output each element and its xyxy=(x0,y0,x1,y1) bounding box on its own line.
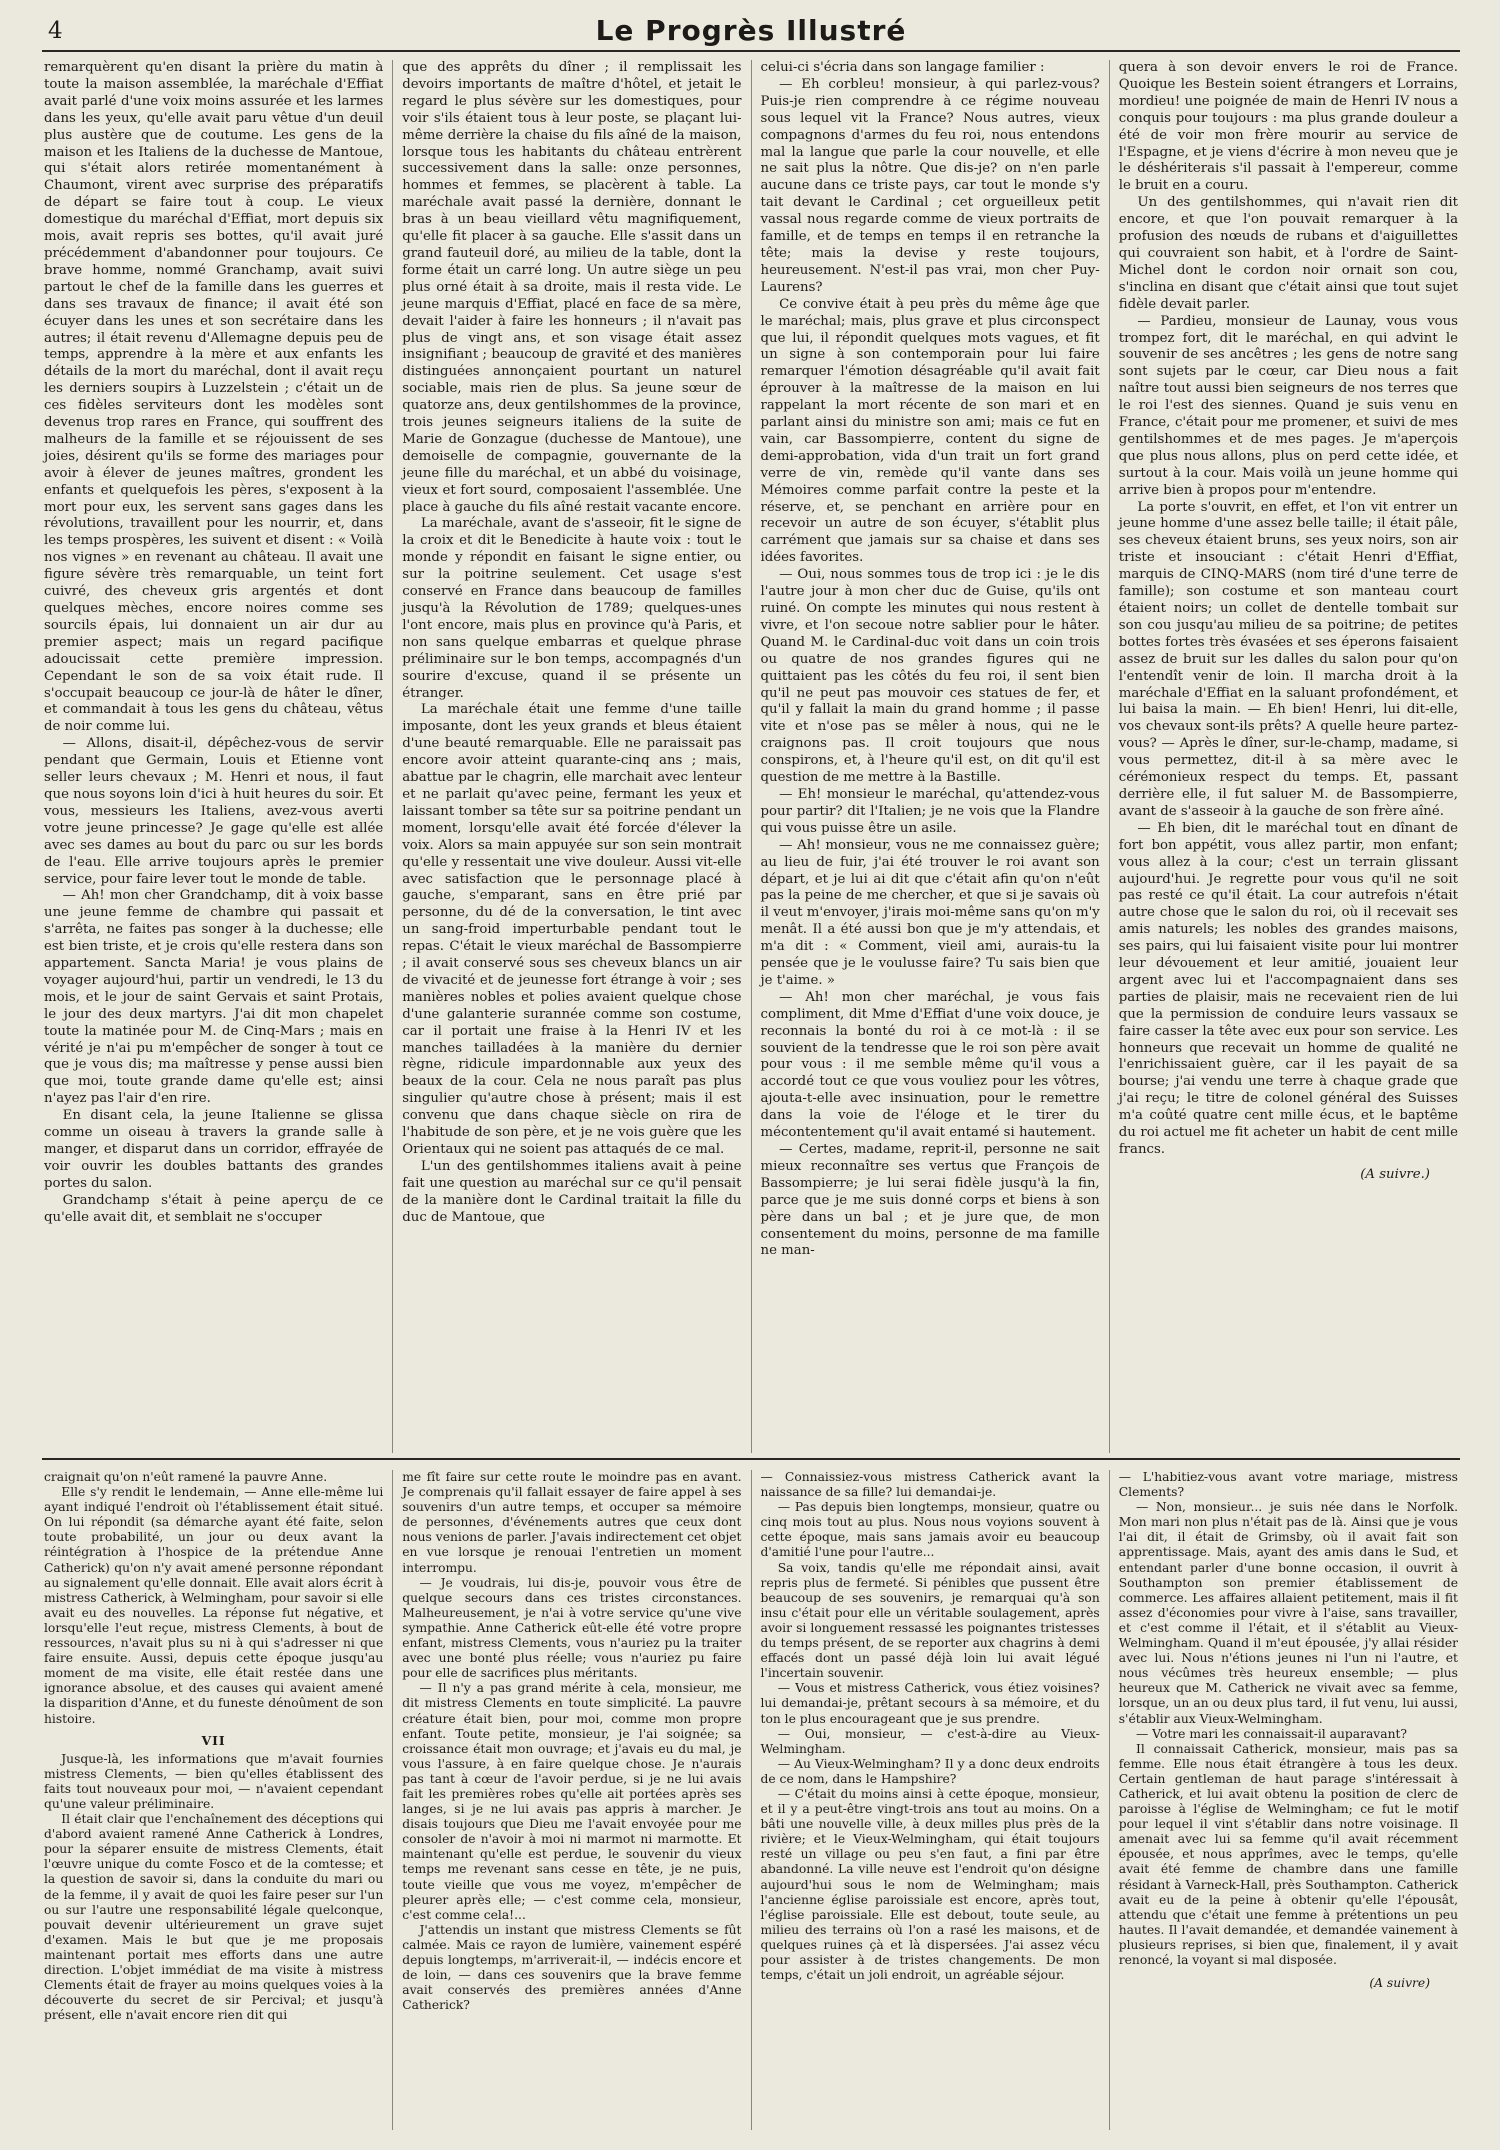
page-number: 4 xyxy=(48,18,63,44)
page-header xyxy=(42,6,1460,52)
paragraph: — Allons, disait-il, dépêchez-vous de servir pendant que Germain, Louis et Etienne vont seller leurs chevaux ; M. Henri et nous, il faut que nous soyons loin d'ici à huit heures du soir. Et vous, messieurs les Italiens, avez-vous averti votre jeune princesse? Je gage qu'elle est allée avec ses dames au bout du parc ou sur les bords de l'eau. Elle arrive toujours après le premier service, pour faire lever tout le monde de table. xyxy=(44,736,384,887)
serial-story-bottom xyxy=(42,1470,1460,2130)
text-column xyxy=(392,60,750,1453)
text-column xyxy=(1109,1470,1460,2130)
paragraph: — Pas depuis bien longtemps, monsieur, quatre ou cinq mois tout au plus. Nous nous voyions souvent à cette époque, mais sans jamais avoir eu beaucoup d'amitié l'une pour l'autre... xyxy=(760,1500,1100,1560)
to-be-continued-note: (A suivre) xyxy=(1369,1976,1430,1991)
paragraph: Jusque-là, les informations que m'avait fournies mistress Clements, — bien qu'elles établissent des faits tout nouveaux pour moi, — n'avaient cependant qu'une valeur préliminaire. xyxy=(44,1751,384,1811)
paragraph: — Je voudrais, lui dis-je, pouvoir vous être de quelque secours dans ces tristes circonstances. Malheureusement, je n'ai à votre service qu'une vive sympathie. Anne Catherick eût-elle été votre propre enfant, mistress Clements, vous n'auriez pu la traiter avec une bonté plus réelle; vous n'auriez pu faire pour elle de sacrifices plus méritants. xyxy=(402,1575,742,1681)
paragraph: quera à son devoir envers le roi de France. Quoique les Bestein soient étrangers et Lorrains, mordieu! une poignée de main de Henri IV nous a conquis pour toujours : ma plus grande douleur a été de voir mon frère mourir au service de l'Espagne, et je viens d'écrire à mon neveu que je le déshériterais s'il passait à l'empereur, comme le bruit en a couru. xyxy=(1118,60,1458,194)
text-column xyxy=(42,1470,392,2130)
paragraph: — Il n'y a pas grand mérite à cela, monsieur, me dit mistress Clements en toute simplicité. La pauvre créature était bien, pour moi, comme mon propre enfant. Toute petite, monsieur, je l'ai soignée; sa croissance était mon ouvrage; et j'avais eu du mal, je vous l'assure, à en faire quelque chose. Je n'aurais pas tant à cœur de l'avoir perdue, si je ne lui avais fait les premières robes qu'elle ait portées après ses langes, si je ne lui avais pas appris à marcher. Je disais toujours que Dieu me l'avait envoyée pour me consoler de n'avoir à moi ni marmot ni marmotte. Et maintenant qu'elle est perdue, le souvenir du vieux temps me revenant sans cesse en tête, je ne puis, toute vieille que vous me voyez, m'empêcher de pleurer après elle; — c'est comme cela, monsieur, c'est comme cela!... xyxy=(402,1681,742,1922)
paragraph: — Certes, madame, reprit-il, personne ne sait mieux reconnaître ses vertus que François de Bassompierre; je lui serai fidèle jusqu'à la fin, parce que je me suis donné corps et biens à son père dans un bal ; et je jure que, de mon consentement du moins, personne de ma famille ne man- xyxy=(760,1142,1100,1259)
paragraph: La maréchale était une femme d'une taille imposante, dont les yeux grands et bleus étaient d'une beauté remarquable. Elle ne paraissait pas encore avoir atteint quarante-cinq ans ; mais, abattue par le chagrin, elle marchait avec lenteur et ne parlait qu'avec peine, fermant les yeux et laissant tomber sa tête sur sa poitrine pendant un moment, lorsqu'elle avait été forcée d'élever la voix. Alors sa main appuyée sur son sein montrait qu'elle y ressentait une vive douleur. Aussi vit-elle avec satisfaction que le personnage placé à gauche, s'emparant, sans en être prié par personne, du dé de la conversation, le tint avec un sang-froid imperturbable pendant tout le repas. C'était le vieux maréchal de Bassompierre ; il avait conservé sous ses cheveux blancs un air de vivacité et de jeunesse fort étrange à voir ; ses manières nobles et polies avaient quelque chose d'une galanterie surannée comme son costume, car il portait une fraise à la Henri IV et les manches tailladées à la manière du dernier règne, ridicule impardonnable aux yeux des beaux de la cour. Cela ne nous paraît pas plus singulier qu'autre chose à présent; mais il est convenu que dans chaque siècle on rira de l'habitude de son père, et je ne vois guère que les Orientaux qui ne soient pas attaqués de ce mal. xyxy=(402,702,742,1157)
text-column xyxy=(1109,60,1460,1453)
paragraph: remarquèrent qu'en disant la prière du matin à toute la maison assemblée, la maréchale d'Effiat avait parlé d'une voix moins assurée et les larmes dans les yeux, qu'elle avait paru vêtue d'un deuil plus austère que de coutume. Les gens de la maison et les Italiens de la duchesse de Mantoue, qui s'était alors retirée momentanément à Chaumont, virent avec surprise des préparatifs de départ se faire tout à coup. Le vieux domestique du maréchal d'Effiat, mort depuis six mois, avait repris ses bottes, qu'il avait juré précédemment d'abandonner pour toujours. Ce brave homme, nommé Granchamp, avait suivi partout le chef de la famille dans les guerres et dans ses travaux de finance; il avait été son écuyer dans les unes et son secrétaire dans les autres; il était revenu d'Allemagne depuis peu de temps, apprendre à la mère et aux enfants les détails de la mort du maréchal, dont il avait reçu les derniers soupirs à Luzzelstein ; c'était un de ces fidèles serviteurs dont les modèles sont devenus trop rares en France, qui souffrent des malheurs de la famille et se réjouissent de ses joies, désirent qu'ils se forme des mariages pour avoir à élever de jeunes maîtres, grondent les enfants et quelquefois les pères, s'exposent à la mort pour eux, les servent sans gages dans les révolutions, travaillent pour les nourrir, et, dans les temps prospères, les suivent et disent : « Voilà nos vignes » en revenant au château. Il avait une figure sévère très remarquable, un teint fort cuivré, des cheveux gris argentés et dont quelques mèches, encore noires comme ses sourcils épais, lui donnaient un air dur au premier aspect; mais un regard pacifique adoucissait cette première impression. Cependant le son de sa voix était rude. Il s'occupait beaucoup ce jour-là de hâter le dîner, et commandait à tous les gens du château, vêtus de noir comme lui. xyxy=(44,60,384,735)
paragraph: — Pardieu, monsieur de Launay, vous vous trompez fort, dit le maréchal, en qui advint le souvenir de ses ancêtres ; les gens de notre sang sont sujets par le cœur, car Dieu nous a fait naître tout aussi bien seigneurs de nos terres que le roi l'est des siennes. Quand je suis venu en France, c'était pour me promener, et suivi de mes gentilshommes et de mes pages. Je m'aperçois que plus nous allons, plus on perd cette idée, et surtout à la cour. Mais voilà un jeune homme qui arrive bien à propos pour m'entendre. xyxy=(1118,313,1458,498)
paragraph: — Vous et mistress Catherick, vous étiez voisines? lui demandai-je, prêtant secours à sa mémoire, et du ton le plus encourageant que je sus prendre. xyxy=(760,1681,1100,1726)
paragraph: — Au Vieux-Welmingham? Il y a donc deux endroits de ce nom, dans le Hampshire? xyxy=(760,1756,1100,1786)
text-column xyxy=(392,1470,750,2130)
paragraph: — Connaissiez-vous mistress Catherick avant la naissance de sa fille? lui demandai-je. xyxy=(760,1470,1100,1500)
paragraph: craignait qu'on n'eût ramené la pauvre Anne. xyxy=(44,1470,328,1484)
section-divider xyxy=(42,1458,1460,1460)
paragraph: L'un des gentilshommes italiens avait à peine fait une question au maréchal sur ce qu'il pensait de la manière dont le Cardinal traitait la fille du duc de Mantoue, que xyxy=(402,1158,742,1225)
paragraph: — L'habitiez-vous avant votre mariage, mistress Clements? xyxy=(1118,1470,1458,1500)
paragraph: Elle s'y rendit le lendemain, — Anne elle-même lui ayant indiqué l'endroit où l'établissement était situé. On lui répondit (sa démarche ayant été faite, selon toute probabilité, un jour ou deux avant la réintégration à l'hospice de la prétendue Anne Catherick) qu'on n'y avait amené personne répondant au signalement qu'elle donnait. Elle avait alors écrit à mistress Catherick, à Welmingham, pour savoir si elle avait eu des nouvelles. La réponse fut négative, et lorsqu'elle l'eut reçue, mistress Clements, à bout de ressources, n'avait plus su ni à qui s'adresser ni que faire ensuite. Aussi, depuis cette époque jusqu'au moment de ma visite, elle était restée dans une ignorance absolue, et des causes qui avaient amené la disparition d'Anne, et du funeste dénoûment de son histoire. xyxy=(44,1485,384,1726)
paragraph: — Eh bien, dit le maréchal tout en dînant de fort bon appétit, vous allez partir, mon enfant; vous allez à la cour; c'est un terrain glissant aujourd'hui. Je regrette pour vous qu'il ne soit pas resté ce qu'il était. La cour autrefois n'était autre chose que le salon du roi, où il recevait ses amis naturels; les nobles des grandes maisons, ses pairs, qui lui faisaient visite pour lui montrer leur dévouement et leur amitié, jouaient leur argent avec lui et l'accompagnaient dans ses parties de plaisir, mais ne recevaient rien de lui que la permission de conduire leurs vassaux se faire casser la tête avec eux pour son service. Les honneurs que recevait un homme de qualité ne l'enrichissaient guère, car il les payait de sa bourse; j'ai vendu une terre à chaque grade que j'ai reçu; le titre de colonel général des Suisses m'a coûté quatre cent mille écus, et le baptême du roi actuel me fit acheter un habit de cent mille francs. xyxy=(1118,820,1458,1157)
paragraph: — Votre mari les connaissait-il auparavant? xyxy=(1135,1726,1408,1741)
paragraph: Il était clair que l'enchaînement des déceptions qui d'abord avaient ramené Anne Catherick à Londres, pour la séparer ensuite de mistress Clements, était l'œuvre unique du comte Fosco et de la comtesse; et la question de savoir si, dans la conduite du mari ou de la femme, il y avait de quoi les faire peser sur l'un ou sur l'autre une responsabilité légale quelconque, pouvait devenir ultérieurement un grave sujet d'examen. Mais le but que je me proposais maintenant portait mes efforts dans une autre direction. L'objet immédiat de ma visite à mistress Clements était de frayer au moins quelques voies à la découverte du secret de sir Percival; et jusqu'à présent, elle n'avait encore rien dit qui xyxy=(44,1812,384,2023)
paragraph: Un des gentilshommes, qui n'avait rien dit encore, et que l'on pouvait remarquer à la profusion des nœuds de rubans et d'aiguillettes qui couvraient son habit, et à l'ordre de Saint-Michel dont le cordon noir ornait son cou, s'inclina en disant que c'était ainsi que tout sujet fidèle devait parler. xyxy=(1118,195,1458,312)
to-be-continued-note: (A suivre.) xyxy=(1360,1166,1430,1182)
text-column xyxy=(751,60,1109,1453)
paragraph: J'attendis un instant que mistress Clements se fût calmée. Mais ce rayon de lumière, vainement espéré depuis longtemps, m'arriverait-il, — indécis encore et de loin, — dans ces souvenirs que la brave femme avait conservés des premières années d'Anne Catherick? xyxy=(402,1922,742,2013)
paragraph: — Oui, nous sommes tous de trop ici : je le dis l'autre jour à mon cher duc de Guise, qu'ils ont ruiné. On compte les minutes qui nous restent à vivre, et l'on secoue notre sablier pour le hâter. Quand M. le Cardinal-duc voit dans un coin trois ou quatre de nos grandes figures qui ne quittaient pas les côtés du feu roi, il sent bien qu'il ne peut pas mouvoir ces statues de fer, et qu'il y fallait la main du grand homme ; il passe vite et n'ose pas se mêler à nous, qui ne le craignons pas. Il croit toujours que nous conspirons, et, à l'heure qu'il est, on dit qu'il est question de me mettre à la Bastille. xyxy=(760,567,1100,786)
paragraph: Grandchamp s'était à peine aperçu de ce qu'elle avait dit, et semblait ne s'occuper xyxy=(44,1192,384,1225)
paragraph: — Eh corbleu! monsieur, à qui parlez-vous? Puis-je rien comprendre à ce régime nouveau sous lequel vit la France? Nous autres, vieux compagnons d'armes du feu roi, nous entendons mal la langue que parle la cour nouvelle, et elle ne sait plus la nôtre. Que dis-je? on n'en parle aucune dans ce triste pays, car tout le monde s'y tait devant le Cardinal ; cet orgueilleux petit vassal nous regarde comme de vieux portraits de famille, et de temps en temps il en retranche la tête; mais la devise y reste toujours, heureusement. N'est-il pas vrai, mon cher Puy-Laurens? xyxy=(760,76,1100,295)
paragraph: La porte s'ouvrit, en effet, et l'on vit entrer un jeune homme d'une assez belle taille; il était pâle, ses cheveux étaient bruns, ses yeux noirs, son air triste et insouciant : c'était Henri d'Effiat, marquis de CINQ-MARS (nom tiré d'une terre de famille); son costume et son manteau court étaient noirs; un collet de dentelle tombait sur son cou jusqu'au milieu de sa poitrine; de petites bottes fortes très évasées et ses éperons faisaient assez de bruit sur les dalles du salon pour qu'on l'entendît venir de loin. Il marcha droit à la maréchale d'Effiat en la saluant profondément, et lui baisa la main. — Eh bien! Henri, lui dit-elle, vos chevaux sont-ils prêts? A quelle heure partez-vous? — Après le dîner, sur-le-champ, madame, si vous permettez, dit-il à sa mère avec le cérémonieux respect du temps. Et, passant derrière elle, il fut saluer M. de Bassompierre, avant de s'asseoir à la gauche de son frère aîné. xyxy=(1118,499,1458,819)
paragraph: — C'était du moins ainsi à cette époque, monsieur, et il y a peut-être vingt-trois ans tout au moins. On a bâti une nouvelle ville, à deux milles plus près de la rivière; et le Vieux-Welmingham, qui était toujours resté un village ou peu s'en faut, a fini par être abandonné. La ville neuve est l'endroit qu'on désigne aujourd'hui sous le nom de Welmingham; mais l'ancienne église paroissiale est encore, après tout, l'église paroissiale. Elle est debout, toute seule, au milieu des terrains où l'on a rasé les maisons, et de quelques ruines çà et là dispersées. J'ai assez vécu pour assister à de tristes changements. De mon temps, c'était un joli endroit, un agréable séjour. xyxy=(760,1786,1100,1983)
serial-story-top xyxy=(42,60,1460,1453)
paragraph: — Non, monsieur... je suis née dans le Norfolk. Mon mari non plus n'était pas de là. Ainsi que je vous l'ai dit, il était de Grimsby, où il avait fait son apprentissage. Mais, ayant des amis dans le Sud, et entendant parler d'une bonne occasion, il ouvrit à Southampton son premier établissement de commerce. Les affaires allaient petitement, mais il fit assez d'économies pour vivre à l'aise, sans travailler, et c'est comme il l'était, et il s'établit au Vieux-Welmingham. Quand il m'eut épousée, j'y allai résider avec lui. Nous n'étions jeunes ni l'un ni l'autre, et nous vécûmes très heureux ensemble; — plus heureux que M. Catherick ne vivait avec sa femme, lorsque, un an ou deux plus tard, il fut venu, lui aussi, s'établir aux Vieux-Welmingham. xyxy=(1118,1500,1458,1726)
paragraph: En disant cela, la jeune Italienne se glissa comme un oiseau à travers la grande salle à manger, et disparut dans un corridor, effrayée de voir ouvrir les doubles battants des grandes portes du salon. xyxy=(44,1108,384,1191)
paragraph: que des apprêts du dîner ; il remplissait les devoirs importants de maître d'hôtel, et jetait le regard le plus sévère sur les domestiques, pour voir s'ils étaient tous à leur poste, se plaçant lui-même derrière la chaise du fils aîné de la maison, lorsque tous les habitants du château entrèrent successivement dans la salle: onze personnes, hommes et femmes, se placèrent à table. La maréchale avait passé la dernière, donnant le bras à un beau vieillard vêtu magnifiquement, qu'elle fit placer à sa gauche. Elle s'assit dans un grand fauteuil doré, au milieu de la table, dont la forme était un carré long. Un autre siège un peu plus orné était à sa droite, mais il resta vide. Le jeune marquis d'Effiat, placé en face de sa mère, devait l'aider à faire les honneurs ; il n'avait pas plus de vingt ans, et son visage était assez insignifiant ; beaucoup de gravité et des manières distinguées annonçaient pourtant un naturel sociable, mais rien de plus. Sa jeune sœur de quatorze ans, deux gentilshommes de la province, trois jeunes seigneurs italiens de la suite de Marie de Gonzague (duchesse de Mantoue), une demoiselle de compagnie, gouvernante de la jeune fille du maréchal, et un abbé du voisinage, vieux et fort sourd, composaient l'assemblée. Une place à gauche du fils aîné restait vacante encore. xyxy=(402,60,742,515)
paragraph: Il connaissait Catherick, monsieur, mais pas sa femme. Elle nous était étrangère à tous les deux. Certain gentleman de haut parage s'intéressait à Catherick, et lui avait obtenu la position de clerc de paroisse à l'église de Welmingham; ce fut le motif pour lequel il vint s'établir dans notre voisinage. Il amenait avec lui sa femme qu'il avait récemment épousée, et nous apprîmes, avec le temps, qu'elle avait été femme de chambre dans une famille résidant à Varneck-Hall, près Southampton. Catherick avait eu de la peine à obtenir qu'elle l'épousât, attendu que c'était une femme à prétentions un peu hautes. Il l'avait demandée, et demandée vainement à plusieurs reprises, si bien que, finalement, il y avait renoncé, la voyant si mal disposée. xyxy=(1118,1741,1458,1967)
paragraph: me fît faire sur cette route le moindre pas en avant. Je comprenais qu'il fallait essayer de faire appel à ses souvenirs d'un autre temps, et occuper sa mémoire de personnes, d'événements autres que ceux dont nous venions de parler. J'avais indirectement cet objet en vue lorsque je renouai l'entretien un moment interrompu. xyxy=(402,1470,742,1575)
paragraph: — Eh! monsieur le maréchal, qu'attendez-vous pour partir? dit l'Italien; je ne vois que la Flandre qui vous puisse être un asile. xyxy=(760,786,1100,836)
text-column xyxy=(42,60,392,1453)
text-column xyxy=(751,1470,1109,2130)
paragraph: Sa voix, tandis qu'elle me répondait ainsi, avait repris plus de fermeté. Si pénibles que pussent être beaucoup de ses souvenirs, je remarquai qu'à son insu c'était pour elle un véritable soulagement, après avoir si longuement ressassé les poignantes tristesses du temps présent, de se reporter aux chagrins à demi effacés dont un passé déjà loin lui avait légué l'incertain souvenir. xyxy=(760,1560,1100,1681)
paragraph: La maréchale, avant de s'asseoir, fit le signe de la croix et dit le Benedicite à haute voix : tout le monde y répondit en faisant le signe entier, ou sur la poitrine seulement. Cet usage s'est conservé en France dans beaucoup de familles jusqu'à la Révolution de 1789; quelques-unes l'ont encore, mais plus en province qu'à Paris, et non sans quelque embarras et quelque phrase préliminaire sur le bon temps, accompagnés d'un sourire d'excuse, quand il se présente un étranger. xyxy=(402,516,742,701)
paragraph: — Ah! mon cher Grandchamp, dit à voix basse une jeune femme de chambre qui passait et s'arrêta, ne faites pas songer à la duchesse; elle est bien triste, et je crois qu'elle restera dans son appartement. Sancta Maria! je vous plains de voyager aujourd'hui, partir un vendredi, le 13 du mois, et le jour de saint Gervais et saint Protais, le jour des deux martyrs. J'ai dit mon chapelet toute la matinée pour M. de Cinq-Mars ; mais en vérité je n'ai pu m'empêcher de songer à tout ce que je vous dis; ma maîtresse y pense aussi bien que moi, toute grande dame qu'elle est; ainsi n'ayez pas l'air d'en rire. xyxy=(44,888,384,1107)
paragraph: — Ah! monsieur, vous ne me connaissez guère; au lieu de fuir, j'ai été trouver le roi avant son départ, et je lui ai dit que c'était afin qu'on n'eût pas la peine de me chercher, et que si je savais où il veut m'envoyer, j'irais moi-même sans qu'on m'y menât. Il a été aussi bon que je m'y attendais, et m'a dit : « Comment, vieil ami, aurais-tu la pensée que je le voulusse faire? Tu sais bien que je t'aime. » xyxy=(760,837,1100,988)
paragraph: — Ah! mon cher maréchal, je vous fais compliment, dit Mme d'Effiat d'une voix douce, je reconnais la bonté du roi à ce mot-là : il se souvient de la tendresse que le roi son père avait pour vous : il me semble même qu'il vous a accordé tout ce que vous vouliez pour les vôtres, ajouta-t-elle avec insinuation, pour le remettre dans la voie de l'éloge et le tirer du mécontentement qu'il avait entamé si hautement. xyxy=(760,989,1100,1141)
paragraph: Ce convive était à peu près du même âge que le maréchal; mais, plus grave et plus circonspect que lui, il répondit quelques mots vagues, et fit un signe à son contemporain pour lui faire remarquer l'émotion désagréable qu'il avait fait éprouver à la maîtresse de la maison en lui rappelant la mort récente de son mari et en parlant ainsi du ministre son ami; mais ce fut en vain, car Bassompierre, content du signe de demi-approbation, vida d'un trait un fort grand verre de vin, remède qu'il vante dans ses Mémoires comme parfait contre la peste et la réserve, et, se penchant en arrière pour en recevoir un autre de son écuyer, s'établit plus carrément que jamais sur sa chaise et dans ses idées favorites. xyxy=(760,296,1100,566)
paragraph: celui-ci s'écria dans son langage familier : xyxy=(760,60,1045,75)
chapter-heading: VII xyxy=(201,1732,226,1748)
paragraph: — Oui, monsieur, — c'est-à-dire au Vieux-Welmingham. xyxy=(760,1726,1100,1756)
masthead-title: Le Progrès Illustré xyxy=(595,14,907,47)
